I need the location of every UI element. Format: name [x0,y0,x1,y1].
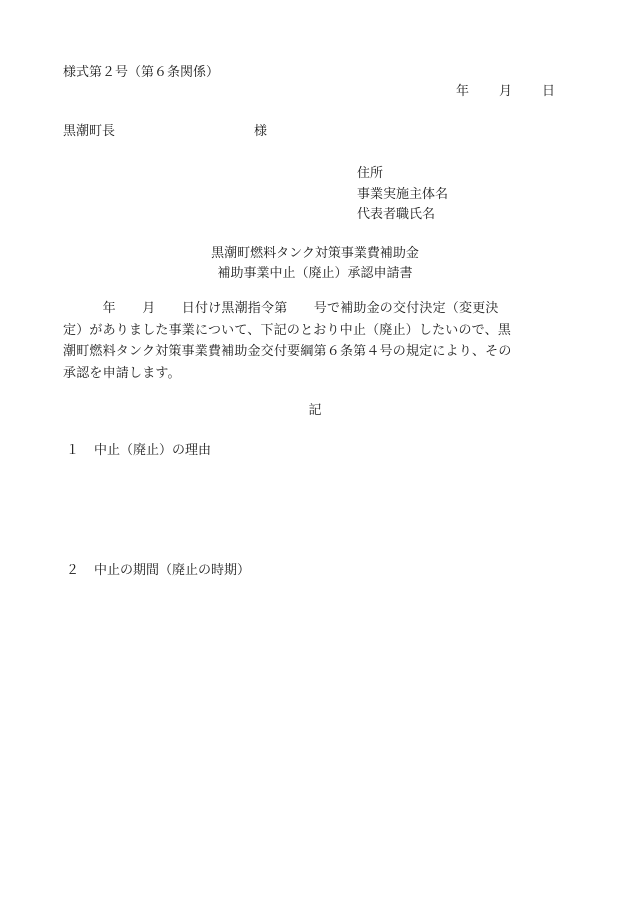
applicant-representative-label: 代表者職氏名 [357,207,436,222]
date-year-label: 年 [456,84,470,99]
ki-heading: 記 [308,403,322,418]
body-line-3: 潮町燃料タンク対策事業費補助金交付要綱第６条第４号の規定により、その [63,344,512,359]
document-title-line1: 黒潮町燃料タンク対策事業費補助金 [211,246,419,261]
body-line-1: 年 月 日付け黒潮指令第 号で補助金の交付決定（変更決 [63,301,499,316]
applicant-block [357,164,448,226]
document-title [0,244,630,284]
body-line-4: 承認を申請します。 [63,365,181,381]
addressee-title: 黒潮町長 [63,124,116,139]
document-title-line2: 補助事業中止（廃止）承認申請書 [217,266,413,281]
body-paragraph [63,298,559,384]
item-period [66,561,250,581]
date-day-label: 日 [542,84,556,99]
addressee [63,122,267,142]
applicant-address-label: 住所 [357,166,384,181]
body-line-2: 定）がありました事業について、下記のとおり中止（廃止）したいので、黒 [63,322,512,338]
date-month-label: 月 [499,84,513,99]
item-label: 中止（廃止）の理由 [94,443,212,458]
applicant-entity-label: 事業実施主体名 [357,186,449,202]
item-number: ２ [66,563,80,578]
addressee-honorific: 様 [254,124,268,139]
form-number: 様式第２号（第６条関係） [63,65,220,80]
item-number: １ [66,443,80,458]
date-line [456,82,555,102]
item-reason [66,441,211,461]
item-label: 中止の期間（廃止の時期） [94,563,251,578]
